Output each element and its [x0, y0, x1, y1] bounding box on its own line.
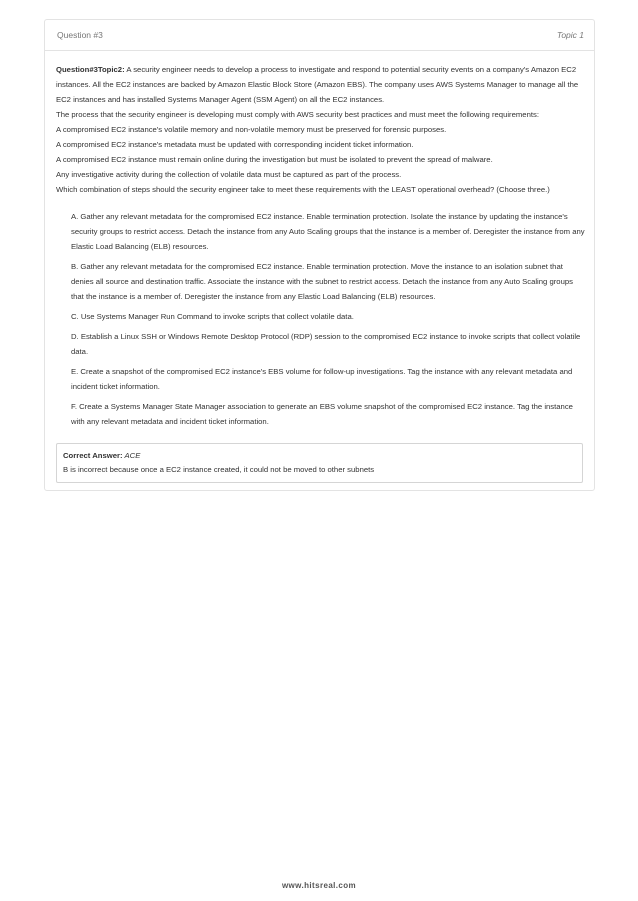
option-a: A. Gather any relevant metadata for the compromised EC2 instance. Enable termination protection. Isolate the instance by updating the instance's security groups to restrict access. Detach the instance from any Auto Scaling groups that the instance is a member of. Deregister the instance from any Elastic Load Balancing (ELB) resources. — [71, 212, 585, 251]
question-line: A compromised EC2 instance must remain online during the investigation but must be isolated to prevent the spread of malware. — [56, 155, 493, 164]
footer-website: www.hitsreal.com — [281, 881, 357, 890]
options-list — [71, 209, 585, 429]
question-label: Question#3Topic2: — [56, 65, 125, 74]
option-c: C. Use Systems Manager Run Command to invoke scripts that collect volatile data. — [71, 312, 354, 321]
question-line: The process that the security engineer is developing must comply with AWS security best practices and must meet the following requirements: — [56, 110, 539, 119]
answer-label: Correct Answer: — [63, 451, 123, 460]
question-line: A compromised EC2 instance's volatile memory and non-volatile memory must be preserved for forensic purposes. — [56, 125, 447, 134]
answer-box — [56, 443, 583, 483]
question-card — [44, 19, 595, 491]
question-intro-text: A security engineer needs to develop a process to investigate and respond to potential security events on a company's Amazon EC2 instances. All the EC2 instances are backed by Amazon Elastic Block Store (Amazon EBS). The company uses AWS Systems Manager to manage all the EC2 instances and has installed Systems Manager Agent (SSM Agent) on all the EC2 instances. — [56, 65, 579, 104]
question-line: A compromised EC2 instance's metadata must be updated with corresponding incident ticket information. — [56, 140, 414, 149]
topic-label: Topic 1 — [556, 30, 584, 40]
question-intro — [56, 62, 585, 107]
option-f: F. Create a Systems Manager State Manager association to generate an EBS volume snapshot of the compromised EC2 instance. Tag the instance with any relevant metadata and incident ticket information. — [71, 402, 573, 426]
question-text — [56, 62, 585, 197]
card-header — [45, 20, 594, 51]
option-e: E. Create a snapshot of the compromised EC2 instance's EBS volume for follow-up investigations. Tag the instance with any relevant metadata and incident ticket information. — [71, 367, 573, 391]
question-line: Which combination of steps should the security engineer take to meet these requirements with the LEAST operational overhead? (Choose three.) — [56, 185, 550, 194]
answer-explanation: B is incorrect because once a EC2 instance created, it could not be moved to other subnets — [63, 465, 375, 474]
option-d: D. Establish a Linux SSH or Windows Remote Desktop Protocol (RDP) session to the compromised EC2 instance to invoke scripts that collect volatile data. — [71, 332, 581, 356]
option-b: B. Gather any relevant metadata for the compromised EC2 instance. Enable termination protection. Move the instance to an isolation subnet that denies all source and destination traffic. Associate the instance with the subnet to restrict access. Detach the instance from any Auto Scaling groups that the instance is a member of. Deregister the instance from any Elastic Load Balancing (ELB) resources. — [71, 262, 573, 301]
question-number: Question #3 — [57, 30, 103, 40]
question-line: Any investigative activity during the collection of volatile data must be captured as part of the process. — [56, 170, 402, 179]
answer-value: ACE — [124, 451, 141, 460]
card-body — [45, 51, 585, 429]
answer-line — [63, 449, 576, 463]
